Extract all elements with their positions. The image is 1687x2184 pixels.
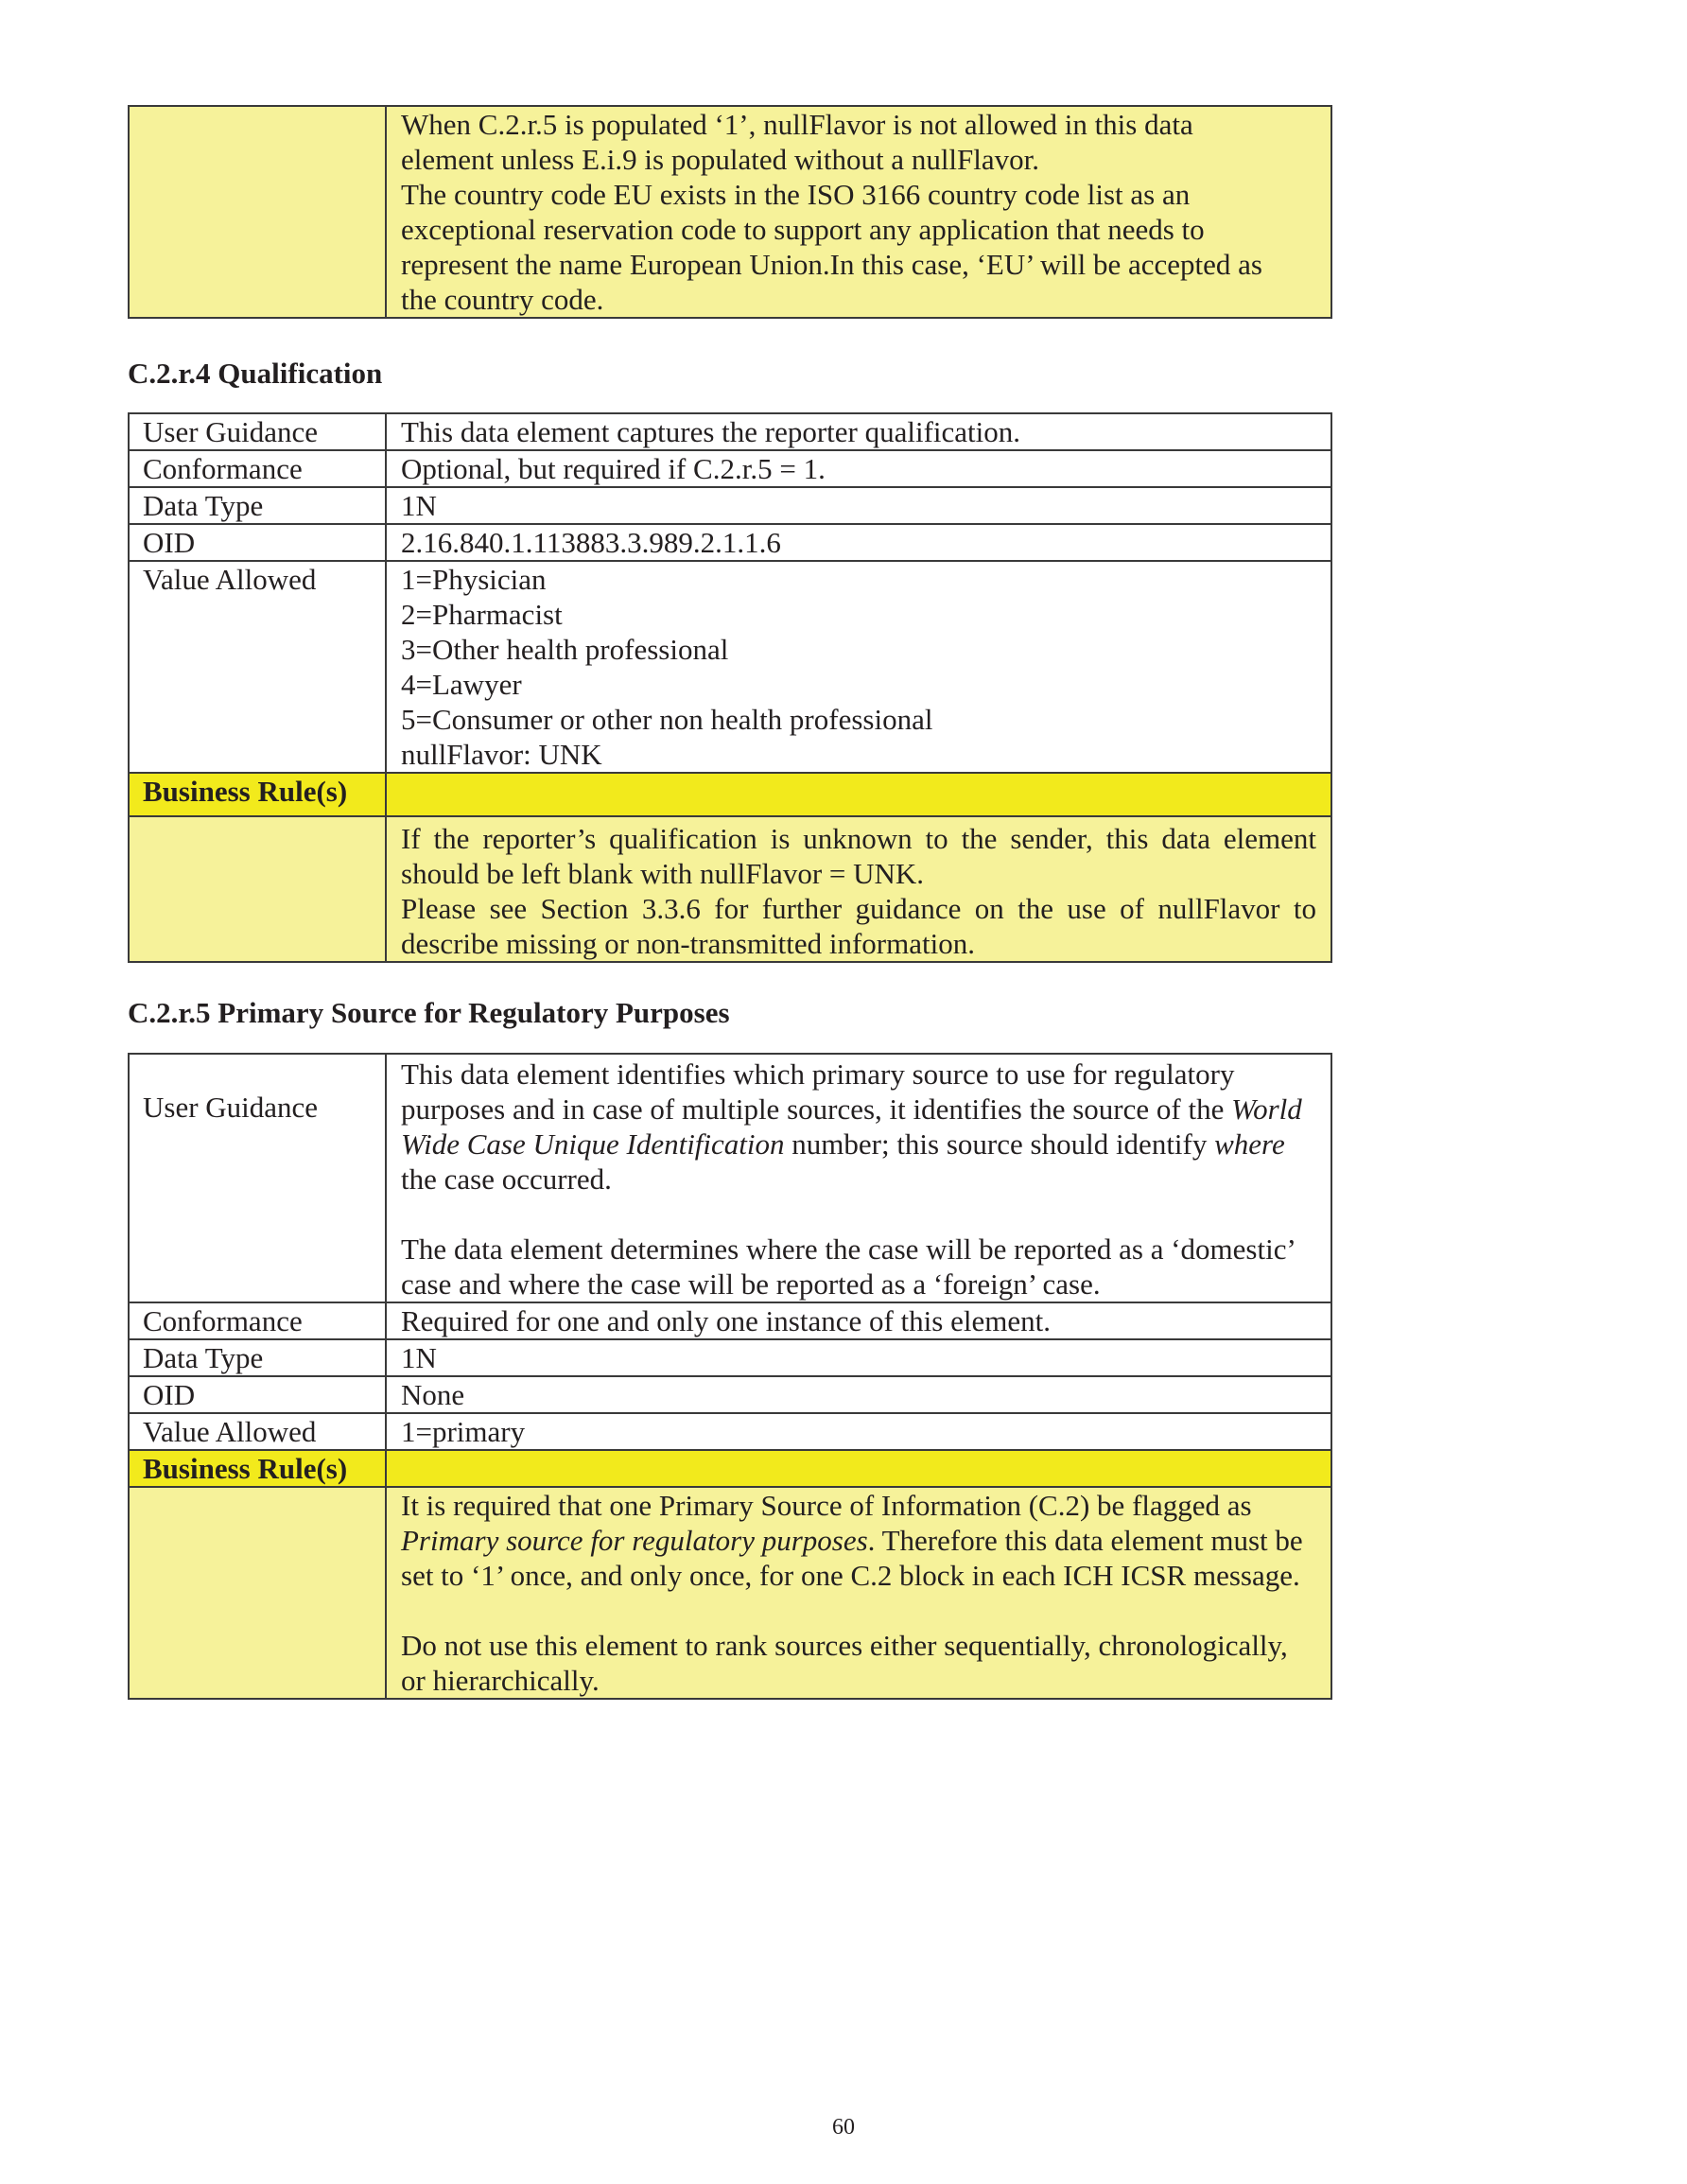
table-row	[129, 1376, 1331, 1413]
allowed-value: 3=Other health professional	[401, 633, 729, 666]
business-rule-header-empty	[386, 773, 1331, 816]
text-run: number; this source should identify	[784, 1127, 1215, 1161]
row-value: Optional, but required if C.2.r.5 = 1.	[386, 450, 1331, 487]
row-label: Value Allowed	[129, 1413, 386, 1450]
c2r5-table	[128, 1053, 1332, 1700]
rule-line: element unless E.i.9 is populated without a nullFlavor.	[401, 143, 1040, 176]
text-run: the case occurred.	[401, 1162, 612, 1196]
allowed-value: 5=Consumer or other non health professional	[401, 703, 933, 736]
section-heading-c2r4: C.2.r.4 Qualification	[128, 357, 383, 390]
row-label: User Guidance	[129, 413, 386, 450]
table-row	[129, 1339, 1331, 1376]
business-rule-text-cell	[386, 106, 1331, 318]
rule-paragraph: If the reporter’s qualification is unknown to the sender, this data element should be left blank with nullFlavor = UNK.	[401, 822, 1316, 890]
user-guidance-text	[386, 1054, 1331, 1302]
page-number: 60	[832, 2115, 855, 2140]
business-rule-header-row	[129, 773, 1331, 816]
guidance-paragraph	[401, 1057, 1316, 1197]
row-value: This data element captures the reporter qualification.	[386, 413, 1331, 450]
italic-run: World Wide Case Unique Identification	[401, 1092, 1302, 1161]
table-row	[129, 413, 1331, 450]
rule-line: The country code EU exists in the ISO 3166 country code list as an	[401, 178, 1191, 211]
row-label: Value Allowed	[129, 561, 386, 773]
row-label: Data Type	[129, 487, 386, 524]
allowed-value: 4=Lawyer	[401, 668, 522, 701]
table-row	[129, 561, 1331, 773]
allowed-value: 1=Physician	[401, 563, 547, 596]
row-value: 1N	[386, 1339, 1331, 1376]
allowed-value: 2=Pharmacist	[401, 598, 563, 631]
table-row	[129, 487, 1331, 524]
rule-line: exceptional reservation code to support any application that needs to	[401, 213, 1205, 246]
row-label: Data Type	[129, 1339, 386, 1376]
allowed-value: nullFlavor: UNK	[401, 738, 602, 771]
text-run: It is required that one Primary Source of Information (C.2) be flagged as	[401, 1489, 1252, 1522]
paragraph-gap	[401, 1197, 1316, 1232]
row-value: 2.16.840.1.113883.3.989.2.1.1.6	[386, 524, 1331, 561]
business-rule-header-row	[129, 1450, 1331, 1487]
rule-line: represent the name European Union.In this case, ‘EU’ will be accepted as	[401, 248, 1262, 281]
row-label: Conformance	[129, 450, 386, 487]
row-label: OID	[129, 1376, 386, 1413]
business-rule-text-cell	[386, 1487, 1331, 1699]
row-label: User Guidance	[129, 1054, 386, 1302]
table-row	[129, 1054, 1331, 1302]
row-value: 1=primary	[386, 1413, 1331, 1450]
section-heading-c2r5: C.2.r.5 Primary Source for Regulatory Purposes	[128, 996, 730, 1029]
guidance-paragraph: The data element determines where the case will be reported as a ‘domestic’ case and where the case will be reported as a ‘foreign’ case.	[401, 1232, 1295, 1301]
rule-paragraph: Please see Section 3.3.6 for further guidance on the use of nullFlavor to describe missing or non-transmitted information.	[401, 892, 1316, 960]
table-row	[129, 1302, 1331, 1339]
text-run: . Therefore this data element must be set to ‘1’ once, and only once, for one C.2 block in each ICH ICSR message.	[401, 1524, 1303, 1592]
rule-line: the country code.	[401, 283, 604, 316]
text-run: This data element identifies which primary source to use for regulatory purposes and in case of multiple sources, it identifies the source of the	[401, 1057, 1235, 1126]
empty-label-cell	[129, 106, 386, 318]
c2r4-table	[128, 412, 1332, 963]
rule-paragraph: Do not use this element to rank sources either sequentially, chronologically, or hierarchically.	[401, 1629, 1288, 1697]
business-rule-label: Business Rule(s)	[129, 1450, 386, 1487]
table-row	[129, 450, 1331, 487]
business-rule-header-empty	[386, 1450, 1331, 1487]
empty-label-cell	[129, 816, 386, 962]
empty-label-cell	[129, 1487, 386, 1699]
business-rule-body-row	[129, 1487, 1331, 1699]
italic-run: where	[1214, 1127, 1285, 1161]
italic-run: Primary source for regulatory purposes	[401, 1524, 868, 1557]
value-allowed-list	[386, 561, 1331, 773]
row-value: 1N	[386, 487, 1331, 524]
rule-paragraph	[401, 1488, 1316, 1593]
rule-line: When C.2.r.5 is populated ‘1’, nullFlavor is not allowed in this data	[401, 108, 1193, 141]
table-row	[129, 524, 1331, 561]
row-label: Conformance	[129, 1302, 386, 1339]
business-rule-label: Business Rule(s)	[129, 773, 386, 816]
business-rule-body-row	[129, 816, 1331, 962]
row-value: Required for one and only one instance of this element.	[386, 1302, 1331, 1339]
continued-business-rule-table	[128, 105, 1332, 319]
business-rule-text-cell	[386, 816, 1331, 962]
row-value: None	[386, 1376, 1331, 1413]
table-row	[129, 106, 1331, 318]
paragraph-gap	[401, 1593, 1316, 1628]
row-label: OID	[129, 524, 386, 561]
table-row	[129, 1413, 1331, 1450]
